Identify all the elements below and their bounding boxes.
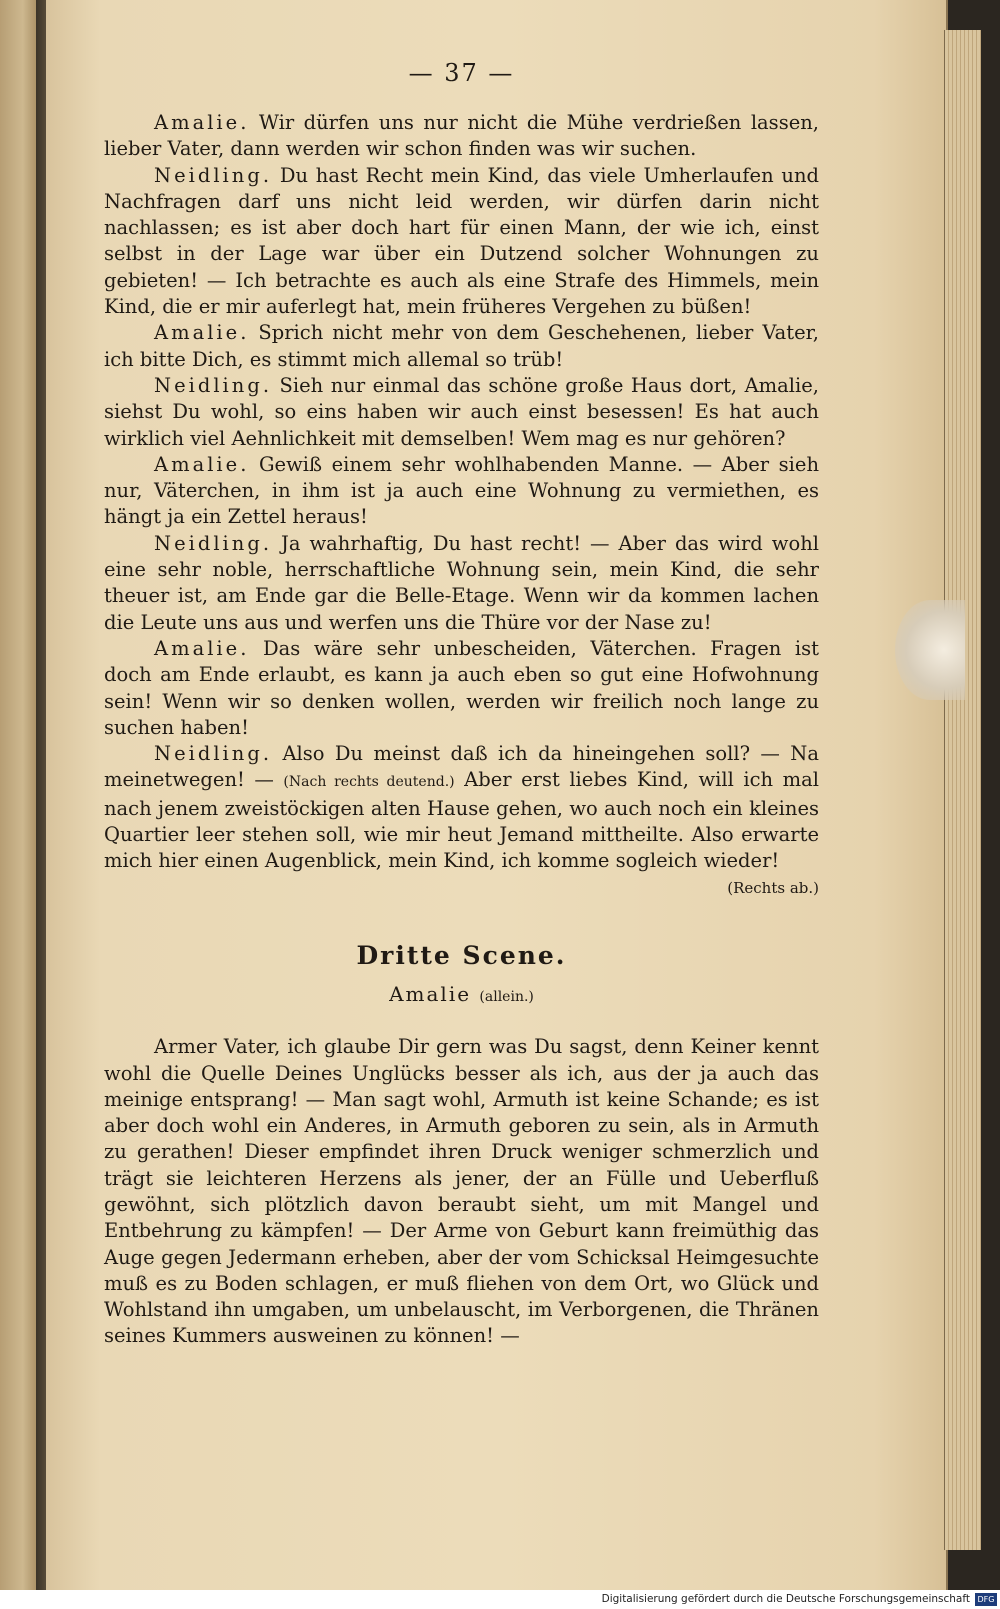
- speaker-name: Neidling.: [154, 531, 273, 555]
- speaker-name: Amalie.: [154, 111, 250, 134]
- dialogue-text: Sieh nur einmal das schöne große Haus dort, Amalie, siehst Du wohl, so eins haben wir auch einst besessen! Es hat auch wirklich viel Aehnlichkeit mit demselben! Wem mag es nur gehören?: [104, 373, 819, 450]
- dialogue-text: Gewiß einem sehr wohlhabenden Manne. — Aber sieh nur, Väterchen, in ihm ist ja auch eine Wohnung zu vermiethen, es hängt ja ein Zettel heraus!: [104, 452, 820, 529]
- dfg-logo: DFG: [975, 1593, 997, 1606]
- dialogue-paragraph: [104, 531, 819, 636]
- page-stack-edge: [944, 30, 981, 1550]
- speaker-name: Amalie.: [154, 636, 250, 660]
- dialogue-paragraph: [104, 741, 819, 897]
- page-number: — 37 —: [408, 59, 515, 87]
- page-clip: [895, 600, 965, 700]
- speaker-name: Amalie.: [154, 452, 250, 476]
- speaker-name: Neidling.: [154, 742, 273, 766]
- speaker-name: Amalie.: [154, 321, 250, 345]
- dialogue-text: Wir dürfen uns nur nicht die Mühe verdrießen lassen, lieber Vater, dann werden wir schon finden was wir suchen.: [104, 111, 819, 161]
- dialogue-paragraph: [104, 636, 819, 741]
- dialogue-paragraph: [104, 373, 819, 452]
- speaker-name: Neidling.: [154, 163, 273, 187]
- scene-character-note: (allein.): [479, 988, 534, 1005]
- dialogue-paragraph: [104, 110, 819, 163]
- dialogue-paragraph: [104, 452, 819, 531]
- scene-character: Amalie: [389, 981, 472, 1006]
- exit-direction: (Rechts ab.): [727, 878, 819, 897]
- speaker-name: Neidling.: [154, 373, 273, 397]
- scene-heading: Dritte Scene.: [356, 940, 567, 970]
- stage-direction: (Nach rechts deutend.): [283, 774, 455, 791]
- dialogue-text: Das wäre sehr unbescheiden, Väterchen. Fragen ist doch am Ende erlaubt, es kann ja auch eben so gut eine Hofwohnung sein! Wenn wir so denken wollen, werden wir freilich noch lange zu suchen haben!: [104, 636, 820, 739]
- footer-credit: Digitalisierung gefördert durch die Deutsche Forschungsgemeinschaft: [601, 1593, 970, 1605]
- previous-page-edge: [0, 0, 38, 1590]
- page-text: [104, 60, 819, 1350]
- digitization-footer: [0, 1590, 1000, 1609]
- dialogue-text: Ja wahrhaftig, Du hast recht! — Aber das wird wohl eine sehr noble, herrschaftliche Wohnung sein, mein Kind, die sehr theuer ist, am Ende gar die Belle-Etage. Wenn wir da kommen lachen die Leute uns aus und werfen uns die Thüre vor der Nase zu!: [104, 531, 819, 634]
- dialogue-text: Also Du meinst daß ich da hineingehen soll? — Na meinetwegen! —: [104, 742, 819, 792]
- dialogue-paragraph: [104, 163, 819, 321]
- scene-character-line: [104, 981, 819, 1010]
- dialogue-text: Aber erst liebes Kind, will ich mal nach jenem zweistöckigen alten Hause gehen, wo auch noch ein kleines Quartier leer stehen soll, wie mir heut Jemand mittheilte. Also erwarte mich hier einen Augenblick, mein Kind, ich komme sogleich wieder!: [104, 768, 819, 873]
- dialogue-text: Sprich nicht mehr von dem Geschehenen, lieber Vater, ich bitte Dich, es stimmt mich allemal so trüb!: [104, 321, 819, 371]
- monologue-paragraph: Armer Vater, ich glaube Dir gern was Du sagst, denn Keiner kennt wohl die Quelle Deines Unglücks besser als ich, aus der ja auch das meinige entsprang! — Man sagt wohl, Armuth ist keine Schande; es ist aber doch wohl ein Anderes, in Armuth geboren zu sein, als in Armuth zu gerathen! Dieser empfindet ihren Druck weniger schmerzlich und trägt sie leichteren Herzens als jener, der an Fülle und Ueberfluß gewöhnt, sich plötzlich davon beraubt sieht, um mit Mangel und Entbehrung zu kämpfen! — Der Arme von Geburt kann freimüthig das Auge gegen Jedermann erheben, aber der vom Schicksal Heimgesuchte muß es zu Boden schlagen, er muß fliehen von dem Ort, wo Glück und Wohlstand ihn umgaben, um unbelauscht, im Verborgenen, die Thränen seines Kummers ausweinen zu können! —: [104, 1035, 819, 1348]
- dialogue-paragraph: [104, 320, 819, 373]
- dialogue-text: Du hast Recht mein Kind, das viele Umherlaufen und Nachfragen darf uns nicht leid werden, wir dürfen darin nicht nachlassen; es ist aber doch hart für einen Mann, der wie ich, einst selbst in der Lage war über ein Dutzend solcher Wohnungen zu gebieten! — Ich betrachte es auch als eine Strafe des Himmels, mein Kind, die er mir auferlegt hat, mein früheres Vergehen zu büßen!: [104, 163, 819, 319]
